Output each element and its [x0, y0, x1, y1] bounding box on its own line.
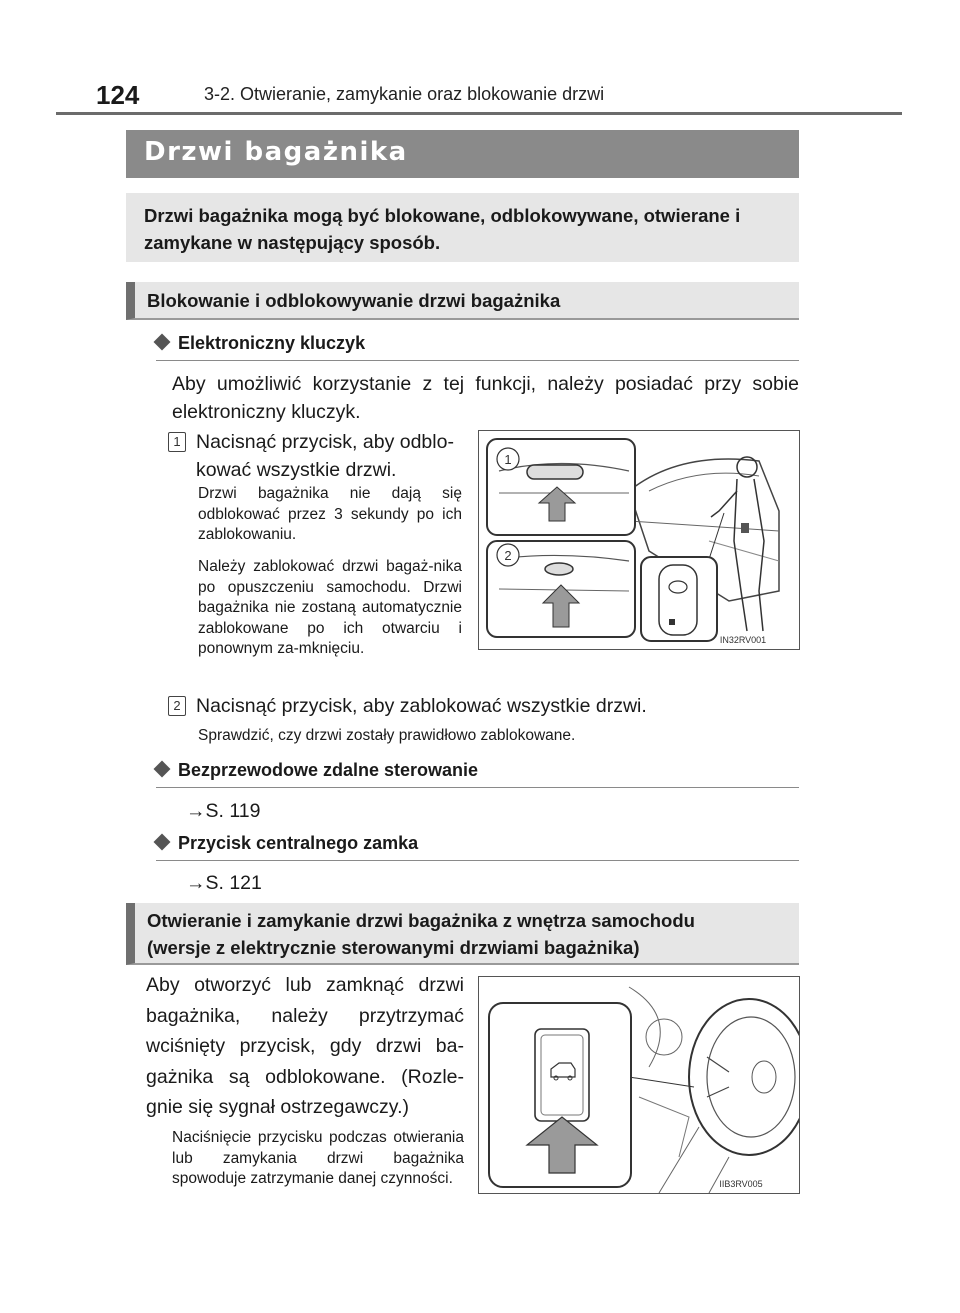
step-number-2: 2	[168, 696, 186, 716]
page-title-bar	[126, 130, 799, 178]
page-title: Drzwi bagażnika	[144, 137, 408, 167]
figure-code: IIB3RV005	[719, 1179, 763, 1189]
step-number-1: 1	[168, 432, 186, 452]
subsection-title-electronic-key	[156, 333, 365, 354]
step2-text: Nacisnąć przycisk, aby zablokować wszystkie drzwi.	[196, 695, 647, 717]
callout-1: 1	[504, 452, 512, 467]
arrow-right-icon: →	[186, 800, 206, 822]
step1-line1: Nacisnąć przycisk, aby odblo-	[196, 431, 454, 453]
diamond-bullet-icon	[154, 334, 171, 351]
header-divider	[56, 112, 902, 115]
intro-text: Drzwi bagażnika mogą być blokowane, odblokowywane, otwierane i zamykane w następujący sposób.	[144, 205, 741, 253]
callout-2: 2	[504, 548, 512, 563]
subsection-label: Przycisk centralnego zamka	[178, 833, 419, 853]
body-line: wciśnięty przycisk, gdy drzwi ba-	[146, 1035, 464, 1057]
subsection-label: Elektroniczny kluczyk	[178, 333, 366, 353]
interior-illustration	[479, 977, 799, 1193]
page-number: 124	[96, 80, 140, 110]
diamond-bullet-icon	[154, 834, 171, 851]
reference-label: S. 119	[205, 800, 261, 822]
subsection-title-wireless-remote	[156, 760, 478, 781]
subsection-divider	[156, 787, 799, 788]
body-line: Aby otworzyć lub zamknąć drzwi	[146, 974, 464, 996]
tailgate-illustration	[479, 431, 799, 649]
step1-note1: Drzwi bagażnika nie dają się odblokować przez 3 sekundy po ich zablokowaniu.	[198, 485, 462, 543]
arrow-right-icon: →	[186, 872, 206, 894]
electronic-key-intro: Aby umożliwić korzystanie z tej funkcji, należy posiadać przy sobie elektroniczny kluczyk.	[172, 373, 799, 423]
page-reference-121[interactable]	[186, 872, 262, 895]
figure-code: IN32RV001	[719, 635, 767, 645]
subsection-divider	[156, 860, 799, 861]
figure-interior-button	[478, 976, 800, 1194]
step2-note: Sprawdzić, czy drzwi zostały prawidłowo zablokowane.	[198, 727, 576, 744]
subsection-divider	[156, 360, 799, 361]
section-title-line1: Otwieranie i zamykanie drzwi bagażnika z wnętrza samochodu	[147, 910, 695, 931]
intro-box	[126, 193, 799, 262]
subsection-title-central-lock	[156, 833, 418, 854]
body-line: gnie się sygnał ostrzegawczy.)	[146, 1096, 410, 1118]
subsection-label: Bezprzewodowe zdalne sterowanie	[178, 760, 479, 780]
chapter-title: 3-2. Otwieranie, zamykanie oraz blokowanie drzwi	[204, 84, 605, 104]
figure-tailgate-button	[478, 430, 800, 650]
step1-line2: kować wszystkie drzwi.	[196, 459, 397, 481]
reference-label: S. 121	[205, 872, 262, 894]
body-line: gażnika są odblokowane. (Rozle-	[146, 1065, 464, 1088]
body-line: bagażnika, należy przytrzymać	[146, 1004, 464, 1027]
interior-opening-body	[146, 970, 464, 1123]
interior-opening-note: Naciśnięcie przycisku podczas otwierania lub zamykania drzwi bagażnika spowoduje zatrzymanie danej czynności.	[172, 1129, 464, 1187]
page-reference-119[interactable]	[186, 800, 260, 823]
section-title-line2: (wersje z elektrycznie sterowanymi drzwiami bagażnika)	[147, 937, 640, 958]
step1-note2: Należy zablokować drzwi bagaż-nika po opuszczeniu samochodu. Drzwi bagażnika nie zostaną automatycznie zablokowane po ich otwarciu i ponownym za-mknięciu.	[198, 558, 462, 657]
section-header-locking	[126, 282, 799, 320]
diamond-bullet-icon	[154, 761, 171, 778]
section-header-interior-opening	[126, 903, 799, 965]
section-title: Blokowanie i odblokowywanie drzwi bagażnika	[147, 290, 561, 311]
